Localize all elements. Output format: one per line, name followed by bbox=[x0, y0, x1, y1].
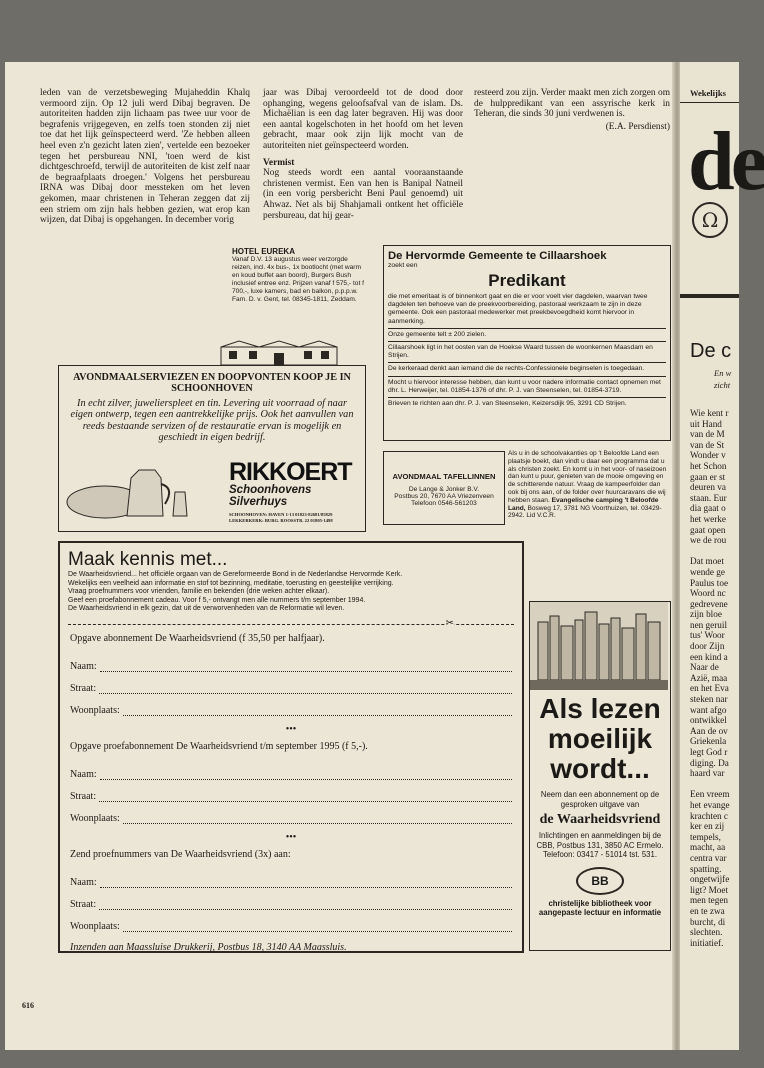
subscription-coupon bbox=[58, 541, 524, 953]
rikkoert-headline: AVONDMAALSERVIEZEN EN DOOPVONTEN KOOP JE IN SCHOONHOVEN bbox=[73, 372, 351, 394]
hervormde-p4: De kerkeraad denkt aan iemand die de rechts-Confessionele beginselen is toegedaan. bbox=[388, 365, 645, 373]
coupon-intro-4: Geef een proefabonnement cadeau. Voor f 5,- ontvangt men alle nummers t/m september 1994. bbox=[68, 596, 366, 604]
right-page-line: Wie kent r bbox=[690, 408, 729, 418]
right-page-line: een kind a bbox=[690, 651, 728, 662]
right-page-line: Azië, maa bbox=[690, 672, 728, 683]
scissors-icon: ✂ bbox=[445, 617, 454, 629]
right-page-line: initiatief. bbox=[690, 937, 724, 948]
masthead-emblem-icon bbox=[690, 200, 730, 240]
right-page-line: steken nar bbox=[690, 694, 728, 705]
rikkoert-brand: RIKKOERT bbox=[229, 458, 352, 486]
straat-field-3[interactable]: Straat: bbox=[70, 888, 512, 910]
article-text-1: leden van de verzetsbeweging Mujaheddin Khalq vermoord zijn. Op 12 juli werd Dibaj begraven. De autoriteiten hadden zijn lichaam pas twee uur voor de begrafenis vrijgegeven, en zelfs toen stonden zij niet toe dat het lijk geïnspecteerd werd. 'Ze hebben alleen heel even z'n gezicht laten zien', vertelde een bezoeker tegen het persbureau NNI, 'toen werd de kist dichtgeschroefd, terwijl de autoriteiten de kist zelf naar de begraafplaats droegen.' Volgens het persbureau IRNA was Dibaj door messteken om het leven gekomen, maar christenen in Teheran zeggen dat zij een striem om zijn hals hebben gezien, wat erop kan wijzen, dat Dibaj is opgehangen. In december vorig bbox=[40, 88, 250, 226]
cbb-p2: Inlichtingen en aanmeldingen bij de CBB, Postbus 131, 3850 AC Ermelo. Telefoon: 03417 - 51014 tst. 531. bbox=[536, 831, 664, 859]
right-page-line: ker en zij bbox=[690, 821, 725, 832]
right-page-line: deuren va bbox=[690, 482, 726, 493]
right-page-line: van de M bbox=[690, 429, 725, 440]
right-page-line: Paulus toe bbox=[690, 577, 729, 588]
straat-field-2[interactable]: Straat: bbox=[70, 780, 512, 802]
coupon-intro-5: De Waarheidsvriend in elk gezin, dat uit de verworvenheden van de Reformatie wil leven. bbox=[68, 605, 345, 613]
hervormde-ad bbox=[383, 245, 671, 441]
books-illustration bbox=[530, 602, 668, 690]
right-page-line: het evange bbox=[690, 799, 730, 810]
right-page-line: ontwikkel bbox=[690, 715, 727, 726]
right-page-line: zijn bloe bbox=[690, 609, 722, 620]
right-page-line: ligt? Moet bbox=[690, 884, 729, 895]
article-column-1 bbox=[40, 88, 250, 226]
cbb-headline-1: Als lezen bbox=[539, 693, 661, 724]
hervormde-role: Predikant bbox=[488, 271, 566, 290]
right-page-sub1: En w bbox=[714, 368, 732, 378]
page-number: 616 bbox=[22, 1001, 34, 1010]
right-page-line: wende ge bbox=[690, 566, 725, 577]
right-page-line: men tegen bbox=[690, 895, 729, 906]
coupon-section-3: Zend proefnummers van De Waarheidsvriend (3x) aan: bbox=[70, 848, 291, 860]
naam-field-2[interactable]: Naam: bbox=[70, 758, 512, 780]
right-page-line: uit Hand bbox=[690, 418, 722, 429]
camping-address: Bosweg 17, 3781 NG Voorthuizen, tel. 03429-2942. Lid V.C.R. bbox=[508, 504, 662, 520]
tafellinnen-line2: Postbus 20, 7670 AA Vriezenveen bbox=[394, 493, 494, 500]
right-page-line: gedrevene bbox=[690, 598, 728, 609]
tafellinnen-line3: Telefoon 0546-561203 bbox=[411, 500, 477, 507]
cbb-p1: Neem dan een abonnement op de gesproken uitgave van bbox=[540, 790, 660, 809]
camping-ad bbox=[508, 450, 670, 520]
right-page bbox=[679, 62, 764, 1050]
article-text-3: resteerd zou zijn. Verder maakt men zich zorgen om de hulppredikant van een assyrische kerk in Teheran, die sinds 30 juni verdwenen is. bbox=[474, 88, 670, 120]
hervormde-title: De Hervormde Gemeente te Cillaarshoek bbox=[388, 250, 607, 262]
shopfront-illustration bbox=[219, 341, 339, 365]
silver-jug-illustration bbox=[65, 456, 193, 524]
article-column-2 bbox=[263, 88, 463, 221]
cbb-headline-3: wordt... bbox=[550, 753, 650, 784]
right-page-line: haard var bbox=[690, 768, 725, 779]
tafellinnen-title: AVONDMAAL TAFELLINNEN bbox=[392, 472, 496, 481]
right-page-heading: De c bbox=[690, 340, 732, 362]
cbb-logo-text: BB bbox=[591, 874, 609, 889]
right-page-line: spatting. bbox=[690, 863, 722, 874]
right-page-line: tempels, bbox=[690, 831, 721, 842]
right-page-text bbox=[690, 408, 730, 948]
right-page-line bbox=[690, 546, 730, 557]
right-page-line: want afgo bbox=[690, 704, 727, 715]
right-page-line: en te zwa bbox=[690, 905, 725, 916]
right-page-line: het Schon bbox=[690, 460, 727, 471]
woonplaats-field-1[interactable]: Woonplaats: bbox=[70, 694, 512, 716]
coupon-section-2: Opgave proefabonnement De Waarheidsvriend t/m september 1995 (f 5,-). bbox=[70, 740, 368, 752]
right-page-line: gaan er st bbox=[690, 471, 726, 482]
hotel-title: HOTEL EUREKA bbox=[232, 247, 295, 256]
coupon-title: Maak kennis met... bbox=[68, 549, 228, 570]
cbb-logo bbox=[576, 867, 624, 895]
cbb-headline-2: moeilijk bbox=[547, 723, 653, 754]
right-page-masthead: de bbox=[688, 115, 764, 208]
right-page-line: en het Eva bbox=[690, 683, 729, 694]
cbb-brand: de Waarheidsvriend bbox=[539, 812, 661, 828]
rikkoert-address1: SCHOONHOVEN: HAVEN 1-13 01823-82681/85829 bbox=[229, 512, 333, 517]
article-text-2a: jaar was Dibaj veroordeeld tot de dood door ophanging, wegens geloofsafval van de islam. Ds. Michaëlian is een dag later begraven. Hij was door een aantal kogelschoten in het hoofd om het leven gebracht, maar ook zijn lijk mocht van de autoriteiten niet geïnspecteerd worden. bbox=[263, 88, 463, 151]
coupon-intro-3: Vraag proefnummers voor vrienden, familie en bekenden (drie weken achter elkaar). bbox=[68, 588, 330, 596]
coupon-separator-1: ••• bbox=[285, 723, 297, 735]
camping-name: Evangelische camping 't Beloofde Land, bbox=[508, 496, 659, 512]
article-column-3 bbox=[474, 88, 670, 132]
right-page-line: krachten c bbox=[690, 810, 729, 821]
right-page-line: ongetwijfe bbox=[690, 874, 730, 885]
article-subhead: Vermist bbox=[263, 157, 295, 168]
rikkoert-address2: LEKKERKERK: BURG. ROOSSTR. 22 01805-1498 bbox=[229, 518, 333, 523]
right-page-line: het werke bbox=[690, 513, 726, 524]
right-page-line: gaat open bbox=[690, 524, 726, 535]
right-page-line: Griekenla bbox=[690, 736, 727, 747]
tafellinnen-ad bbox=[383, 451, 505, 525]
right-page-line: dia gaat o bbox=[690, 503, 726, 514]
hervormde-p6: Brieven te richten aan dhr. P. J. van Steenselen, Keizersdijk 95, 3291 CD Strijen. bbox=[388, 400, 627, 408]
right-page-line: nen geruil bbox=[690, 619, 727, 630]
coupon-footer: Inzenden aan Maassluise Drukkerij, Postbus 18, 3140 AA Maassluis. bbox=[70, 941, 347, 953]
hervormde-p5: Mocht u hiervoor interesse hebben, dan kunt u voor nadere informatie contact opnemen met dhr. L. Herweijer, tel. 01854-1376 of dhr. P. J. van Steenselen, tel. 01854-3719. bbox=[388, 378, 661, 394]
right-page-line: staan. Eur bbox=[690, 492, 727, 503]
right-page-line: legt God r bbox=[690, 747, 728, 757]
right-page-line: Aan de ov bbox=[690, 725, 728, 736]
woonplaats-field-3[interactable]: Woonplaats: bbox=[70, 910, 512, 932]
camping-text: Als u in de schoolvakanties op 't Beloofde Land een plaatsje boekt, dan vindt u daar een programma dat u als christen zoekt. En komt u in het voor- of naseizoen dan kunt u puur, genieten van de mooie omgeving en de schitterende natuur. Vraag de kampeerfolder dan ook bij ons aan, of de folder over huurcaravans die wij hebben staan. bbox=[508, 450, 667, 504]
right-page-header: Wekelijks bbox=[690, 88, 726, 98]
right-page-sub2: zicht bbox=[714, 380, 731, 390]
right-page-line: door Zijn bbox=[690, 641, 725, 652]
svg-text:Ω: Ω bbox=[701, 208, 719, 232]
naam-field-1[interactable]: Naam: bbox=[70, 650, 512, 672]
coupon-intro-2: Wekelijks een veelheid aan informatie en stof tot bezinning, meditatie, toerusting en geestelijke verrijking. bbox=[68, 579, 394, 587]
right-page-line: we de rou bbox=[690, 535, 727, 546]
cut-line bbox=[68, 617, 514, 629]
woonplaats-field-2[interactable]: Woonplaats: bbox=[70, 802, 512, 824]
hervormde-p1: die met emeritaat is of binnenkort gaat en die er voor voelt vier dagdelen, waarvan twee dagdelen ten behoeve van de preekvoorbereiding, pastoraal werkzaam te zijn in deze gemeente. Ook een pastoraal medewerker met preekbevoegdheid komt hiervoor in aanmerking. bbox=[388, 293, 648, 325]
coupon-intro-1: De Waarheidsvriend... het officiële orgaan van de Gereformeerde Bond in de Nederlandse Hervormde Kerk. bbox=[68, 571, 403, 578]
right-page-line: slechten. bbox=[690, 927, 723, 938]
hervormde-p3: Cillaarshoek ligt in het oosten van de Hoekse Waard tussen de woonkernen Maasdam en Strijen. bbox=[388, 344, 653, 360]
right-page-line: macht, aa bbox=[690, 842, 726, 853]
right-page-line: Naar de bbox=[690, 662, 719, 673]
hervormde-p2: Onze gemeente telt ± 200 zielen. bbox=[388, 330, 487, 338]
right-page-line: Woord nc bbox=[690, 588, 726, 599]
straat-field-1[interactable]: Straat: bbox=[70, 672, 512, 694]
right-page-line: Dat moet bbox=[690, 556, 724, 567]
right-page-line: Een vreem bbox=[690, 789, 730, 800]
cbb-footer: christelijke bibliotheek voor aangepaste lectuur en informatie bbox=[538, 899, 662, 918]
hotel-body: Vanaf D.V. 13 augustus weer verzorgde reizen, incl. 4x bus-, 1x bootlocht (met warm en koud buffet aan boord), Burgers Bush inclusief entree enz. Prijzen vanaf f 575,- tot f 700,-, luxe kamers, bad en balkon, p.p.p.w. Fam. D. v. Gent, tel. 08345-1811, Zeddam. bbox=[232, 256, 364, 303]
hotel-ad bbox=[232, 247, 368, 304]
rikkoert-ad bbox=[58, 365, 366, 532]
right-page-line: tus' Woor bbox=[690, 630, 725, 641]
right-page-line: burcht, di bbox=[690, 916, 726, 927]
right-page-line: centra var bbox=[690, 852, 727, 863]
right-page-line: diging. Da bbox=[690, 757, 729, 768]
right-page-line: Wonder v bbox=[690, 450, 726, 461]
rikkoert-body: In echt zilver, juwelierspleet en tin. Levering uit voorraad of naar eigen ontwerp, tegen een aantrekkelijke prijs. Ook het aanvullen van reeds bestaande servizen of de restauratie ervan is mogelijk en geschiedt in eigen bedrijf. bbox=[70, 398, 354, 444]
article-credit: (E.A. Persdienst) bbox=[605, 121, 670, 132]
right-page-line bbox=[690, 779, 730, 790]
right-page-line: van de St bbox=[690, 439, 725, 450]
coupon-section-1: Opgave abonnement De Waarheidsvriend (f 35,50 per halfjaar). bbox=[70, 632, 325, 644]
tafellinnen-line1: De Lange & Jonker B.V. bbox=[408, 486, 480, 493]
article-text-2b: Nog steeds wordt een aantal vooraanstaande christenen vermist. Een van hen is Banipal Natneil (in een vorig persbericht Beni Paul genoemd) uit Ahwaz. Net als bij Shahjamali ontkent het officiële persbureau, dat hij gear- bbox=[263, 168, 463, 221]
rikkoert-brand2: Schoonhovens Silverhuys bbox=[229, 484, 312, 508]
naam-field-3[interactable]: Naam: bbox=[70, 866, 512, 888]
hervormde-zoekt: zoekt een bbox=[388, 262, 418, 269]
cbb-ad bbox=[529, 601, 671, 951]
coupon-separator-2: ••• bbox=[285, 831, 297, 843]
